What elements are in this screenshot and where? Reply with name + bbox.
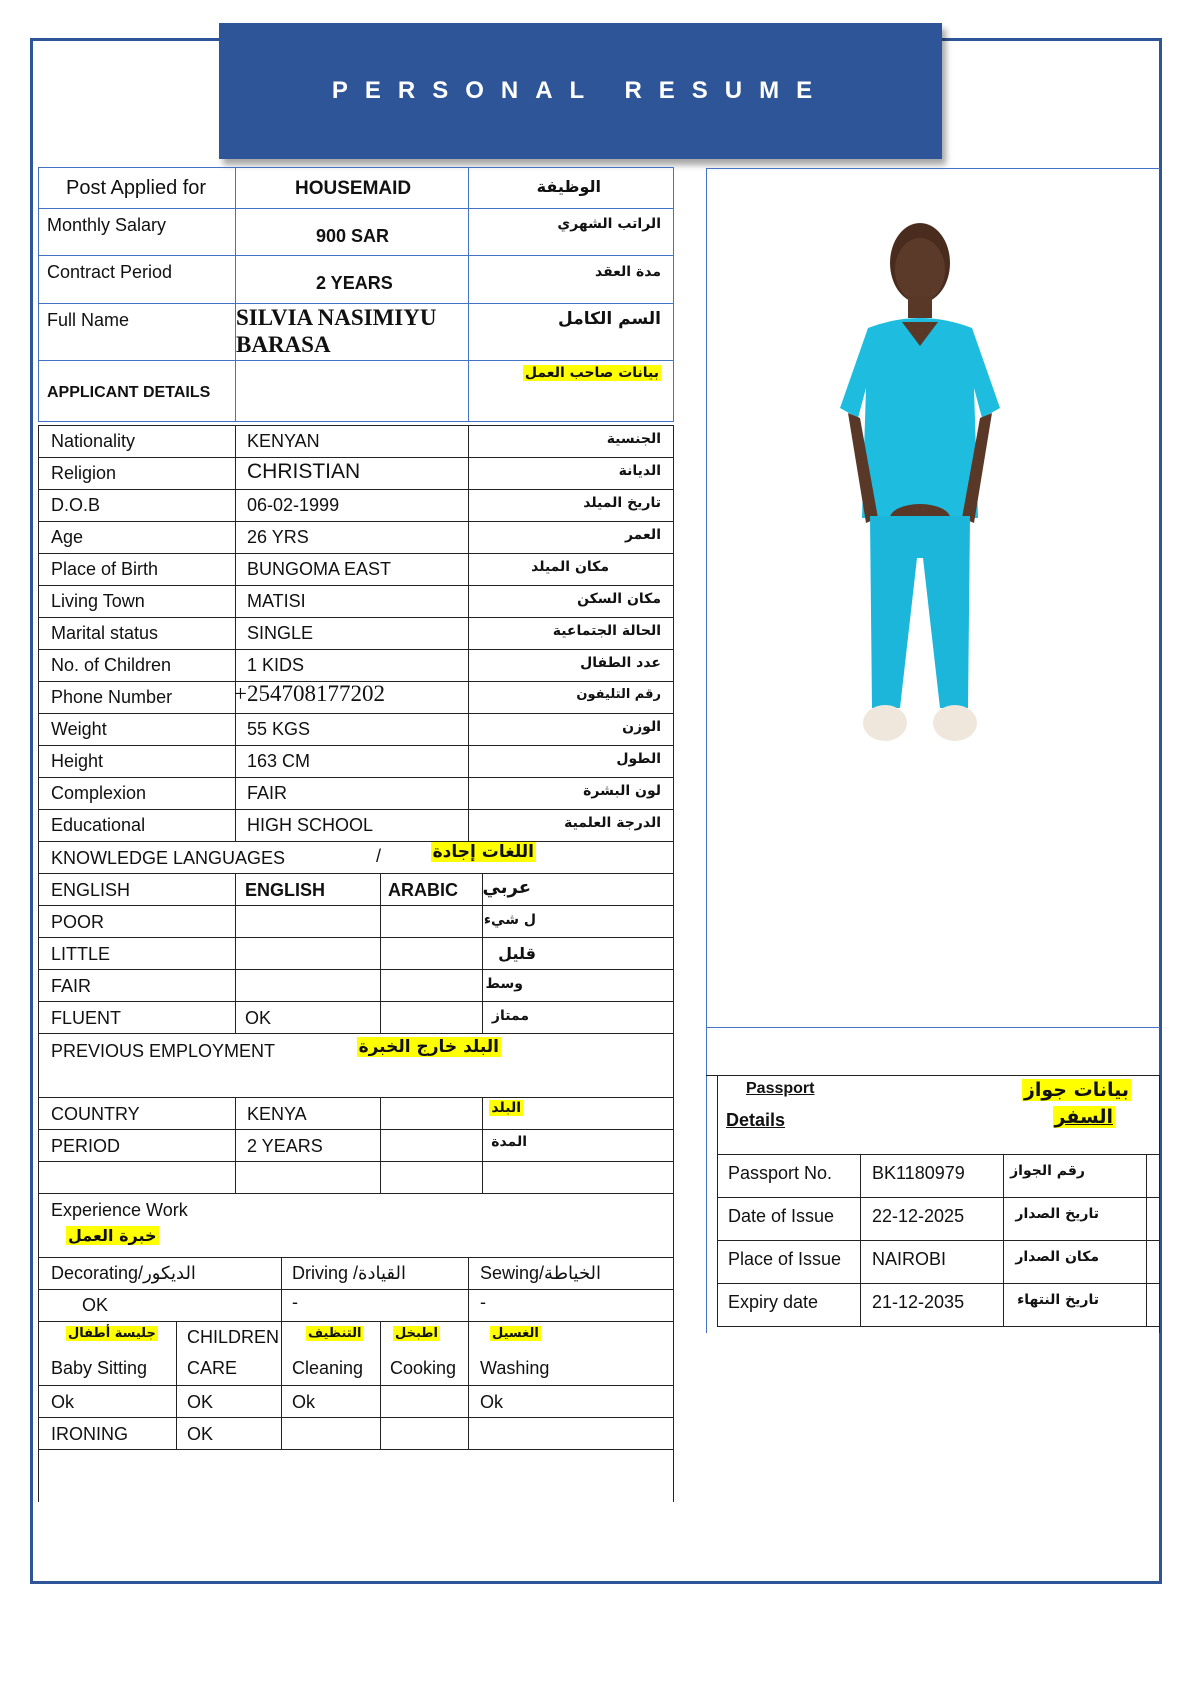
lang-level: FLUENT bbox=[51, 1008, 122, 1028]
detail-ar: تاريخ الميلد bbox=[583, 495, 661, 511]
babysitting-label: Baby Sitting bbox=[51, 1358, 148, 1378]
contract-ar: مدة العقد bbox=[594, 264, 661, 280]
detail-ar: الحالة الجتماعية bbox=[552, 623, 661, 639]
passport-ar-1: بيانات جواز bbox=[1023, 1079, 1129, 1101]
passport-row-ar: رقم الجواز bbox=[1010, 1163, 1085, 1179]
detail-label: Weight bbox=[51, 719, 107, 739]
contract-label: Contract Period bbox=[47, 262, 173, 282]
detail-ar: مكان الميلد bbox=[531, 559, 609, 575]
driving-value: - bbox=[292, 1292, 298, 1312]
post-label: Post Applied for bbox=[66, 177, 207, 199]
country-value: KENYA bbox=[247, 1104, 307, 1124]
ironing-label: IRONING bbox=[51, 1424, 129, 1444]
lang-header-english: ENGLISH bbox=[245, 880, 326, 900]
childcare-label-2: CARE bbox=[187, 1358, 238, 1378]
passport-row-ar: تاريخ النتهاء bbox=[1017, 1292, 1099, 1308]
languages-slash: / bbox=[376, 846, 382, 866]
detail-value: 163 CM bbox=[247, 751, 311, 771]
salary-ar: الراتب الشهري bbox=[557, 216, 661, 232]
detail-label: Age bbox=[51, 527, 84, 547]
detail-label: Religion bbox=[51, 463, 117, 483]
salary-label: Monthly Salary bbox=[47, 215, 167, 235]
detail-ar: الديانة bbox=[618, 463, 661, 479]
period-ar: المدة bbox=[491, 1134, 527, 1150]
detail-ar: الدرجة العلمية bbox=[564, 815, 661, 831]
period-value: 2 YEARS bbox=[247, 1136, 323, 1156]
detail-ar: الطول bbox=[616, 751, 661, 767]
detail-ar: رقم التليفون bbox=[576, 687, 661, 702]
lang-header-ar: عربي bbox=[482, 877, 531, 898]
lang-header-1: ENGLISH bbox=[51, 880, 131, 900]
detail-value: +254708177202 bbox=[234, 681, 385, 706]
detail-label: No. of Children bbox=[51, 655, 172, 675]
detail-value: SINGLE bbox=[247, 623, 314, 643]
detail-label: Marital status bbox=[51, 623, 159, 643]
childcare-value: OK bbox=[187, 1392, 214, 1412]
applicant-ar: بيانات صاحب العمل bbox=[524, 365, 659, 381]
cleaning-value: Ok bbox=[292, 1392, 316, 1412]
lang-level: POOR bbox=[51, 912, 105, 932]
languages-ar: اللغات إجادة bbox=[432, 842, 534, 862]
passport-row-ar: مكان الصدار bbox=[1015, 1249, 1099, 1265]
detail-ar: الوزن bbox=[622, 719, 661, 735]
driving-label: Driving /القيادة bbox=[292, 1263, 406, 1283]
detail-ar: الجنسية bbox=[606, 431, 661, 447]
detail-ar: لون البشرة bbox=[583, 783, 661, 799]
passport-title-2: Details bbox=[726, 1110, 786, 1130]
detail-label: Phone Number bbox=[51, 687, 173, 707]
experience-label: Experience Work bbox=[51, 1200, 188, 1220]
previous-label: PREVIOUS EMPLOYMENT bbox=[51, 1041, 276, 1061]
passport-row-value: NAIROBI bbox=[872, 1249, 947, 1269]
ironing-value: OK bbox=[187, 1424, 214, 1444]
lang-level: LITTLE bbox=[51, 944, 111, 964]
lang-level-ar: ل شيء bbox=[483, 912, 536, 928]
passport-row-label: Date of Issue bbox=[728, 1206, 835, 1226]
detail-value: HIGH SCHOOL bbox=[247, 815, 374, 835]
detail-label: Place of Birth bbox=[51, 559, 159, 579]
fullname-label: Full Name bbox=[47, 310, 130, 330]
decorating-value: OK bbox=[82, 1295, 109, 1315]
detail-label: D.O.B bbox=[51, 495, 101, 515]
passport-title-1: Passport bbox=[746, 1080, 815, 1097]
lang-level-ar: وسط bbox=[485, 976, 523, 992]
passport-row-label: Expiry date bbox=[728, 1292, 819, 1312]
sewing-value: - bbox=[480, 1292, 486, 1312]
detail-ar: مكان السكن bbox=[577, 591, 661, 607]
fullname-value-2: BARASA bbox=[236, 332, 331, 357]
detail-value: 1 KIDS bbox=[247, 655, 305, 675]
passport-row-label: Passport No. bbox=[728, 1163, 833, 1183]
fullname-ar: السم الكامل bbox=[558, 309, 661, 329]
lang-level: FAIR bbox=[51, 976, 92, 996]
detail-value: 26 YRS bbox=[247, 527, 309, 547]
post-ar: الوظيفة bbox=[536, 177, 601, 196]
detail-label: Complexion bbox=[51, 783, 147, 803]
babysitting-value: Ok bbox=[51, 1392, 75, 1412]
washing-ar: الغسيل bbox=[492, 1326, 539, 1341]
detail-value: KENYAN bbox=[247, 431, 320, 451]
detail-ar: عدد الطفال bbox=[580, 655, 661, 671]
page-title: PERSONAL RESUME bbox=[219, 23, 942, 159]
babysitting-ar: جليسة أطفال bbox=[68, 1326, 156, 1341]
languages-label: KNOWLEDGE LANGUAGES bbox=[51, 848, 286, 868]
detail-value: CHRISTIAN bbox=[247, 460, 361, 483]
country-label: COUNTRY bbox=[51, 1104, 140, 1124]
lang-level-ar: ممتاز bbox=[491, 1008, 529, 1024]
passport-row-value: 21-12-2035 bbox=[872, 1292, 965, 1312]
detail-value: 06-02-1999 bbox=[247, 495, 340, 515]
childcare-label-1: CHILDREN bbox=[187, 1327, 280, 1347]
lang-english-value: OK bbox=[245, 1008, 272, 1028]
decorating-label: Decorating/الديكور bbox=[51, 1263, 196, 1283]
lang-header-arabic: ARABIC bbox=[388, 880, 458, 900]
detail-value: 55 KGS bbox=[247, 719, 311, 739]
lang-level-ar: قليل bbox=[498, 944, 536, 963]
cleaning-ar: التنظيف bbox=[308, 1326, 362, 1341]
detail-value: MATISI bbox=[247, 591, 306, 611]
detail-label: Educational bbox=[51, 815, 146, 835]
detail-value: BUNGOMA EAST bbox=[247, 559, 392, 579]
period-label: PERIOD bbox=[51, 1136, 121, 1156]
passport-row-label: Place of Issue bbox=[728, 1249, 842, 1269]
washing-value: Ok bbox=[480, 1392, 504, 1412]
salary-value: 900 SAR bbox=[316, 226, 390, 246]
applicant-photo bbox=[790, 218, 1050, 808]
washing-label: Washing bbox=[480, 1358, 550, 1378]
detail-ar: العمر bbox=[624, 527, 661, 543]
detail-label: Living Town bbox=[51, 591, 145, 611]
contract-value: 2 YEARS bbox=[316, 273, 393, 293]
detail-label: Height bbox=[51, 751, 104, 771]
applicant-label: APPLICANT DETAILS bbox=[47, 384, 211, 401]
cooking-label: Cooking bbox=[390, 1358, 457, 1378]
previous-ar: البلد خارج الخبرة bbox=[358, 1037, 499, 1057]
detail-label: Nationality bbox=[51, 431, 136, 451]
post-value: HOUSEMAID bbox=[295, 178, 412, 199]
detail-value: FAIR bbox=[247, 783, 288, 803]
country-ar: البلد bbox=[491, 1100, 521, 1116]
experience-ar: خبرة العمل bbox=[68, 1226, 157, 1245]
cooking-ar: اطبخل bbox=[395, 1326, 438, 1341]
passport-row-value: 22-12-2025 bbox=[872, 1206, 965, 1226]
cleaning-label: Cleaning bbox=[292, 1358, 364, 1378]
passport-ar-2: السفر bbox=[1054, 1106, 1113, 1128]
passport-row-ar: تاريخ الصدار bbox=[1015, 1206, 1099, 1222]
passport-row-value: BK1180979 bbox=[872, 1163, 965, 1183]
fullname-value-1: SILVIA NASIMIYU bbox=[236, 305, 437, 330]
sewing-label: Sewing/الخياطة bbox=[480, 1263, 602, 1283]
